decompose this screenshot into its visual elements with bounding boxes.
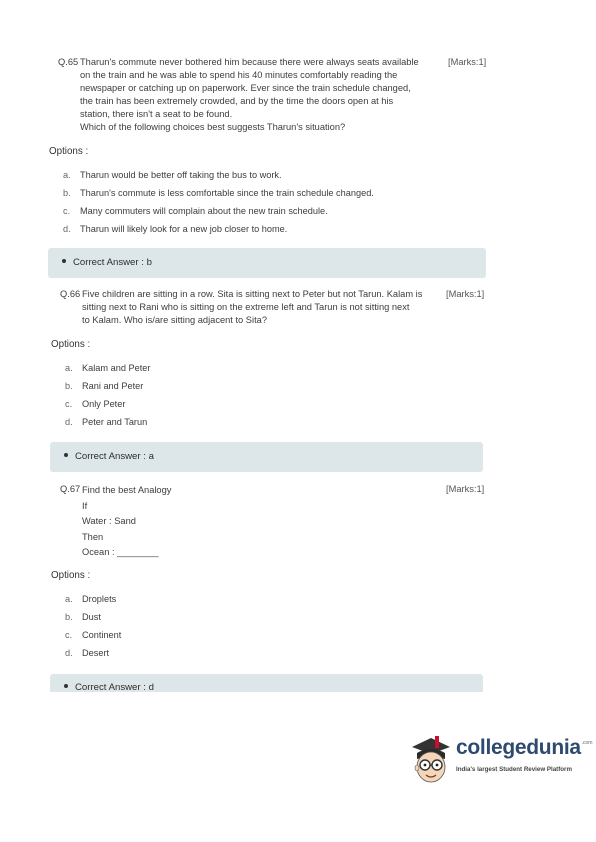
option-b	[65, 612, 101, 622]
option-text: Only Peter	[82, 399, 126, 409]
option-text: Droplets	[82, 594, 117, 604]
option-a	[65, 363, 150, 373]
question-line: Five children are sitting in a row. Sita is sitting next to Peter but not Tarun. Kalam is	[82, 289, 423, 299]
option-text: Rani and Peter	[82, 381, 144, 391]
marks-label: [Marks:1]	[448, 57, 487, 67]
option-text: Continent	[82, 630, 122, 640]
question-number: Q.65	[58, 57, 79, 67]
bullet-icon	[62, 259, 66, 263]
option-d	[63, 224, 287, 234]
option-text: Tharun would be better off taking the bus to work.	[80, 170, 282, 180]
correct-answer-text: Correct Answer : d	[75, 682, 154, 692]
brand-name	[456, 736, 591, 760]
option-text: Peter and Tarun	[82, 417, 148, 427]
option-letter: d.	[65, 417, 73, 427]
question-number: Q.67	[60, 484, 81, 494]
question-line: Tharun's commute never bothered him because there were always seats available	[80, 57, 419, 67]
question-line: to Kalam. Who is/are sitting adjacent to Sita?	[82, 315, 267, 325]
option-a	[65, 594, 116, 604]
option-b	[63, 188, 374, 198]
brand-suffix: .com	[581, 740, 593, 746]
marks-label: [Marks:1]	[446, 484, 485, 494]
correct-answer	[64, 682, 154, 692]
option-letter: a.	[65, 594, 73, 604]
question-line: If	[82, 500, 88, 511]
question-text	[82, 483, 282, 561]
question-67-panel	[44, 476, 496, 692]
option-text: Many commuters will complain about the new train schedule.	[80, 206, 328, 216]
question-line: the train has been extremely crowded, and by the time the doors open at his	[80, 96, 394, 106]
option-c	[63, 206, 328, 216]
option-letter: a.	[63, 170, 71, 180]
brand-text: collegedunia	[456, 736, 581, 759]
bullet-icon	[64, 684, 68, 688]
collegedunia-logo	[408, 733, 593, 791]
options-heading: Options :	[51, 570, 91, 581]
option-letter: c.	[65, 630, 73, 640]
option-b	[65, 381, 143, 391]
question-number: Q.66	[60, 289, 81, 299]
option-letter: b.	[65, 381, 73, 391]
option-letter: b.	[63, 188, 71, 198]
marks-label: [Marks:1]	[446, 289, 485, 299]
option-c	[65, 399, 125, 409]
option-letter: c.	[63, 206, 71, 216]
question-line: sitting next to Rani who is sitting on the extreme left and Tarun is not sitting next	[82, 302, 410, 312]
option-d	[65, 648, 109, 658]
correct-answer	[62, 257, 152, 268]
options-heading: Options :	[49, 146, 89, 157]
correct-answer-text: Correct Answer : a	[75, 451, 154, 462]
correct-answer	[64, 451, 154, 462]
options-heading: Options :	[51, 339, 91, 350]
question-66-panel	[44, 282, 496, 472]
question-line: Which of the following choices best suggests Tharun's situation?	[80, 122, 346, 132]
question-line: Find the best Analogy	[82, 485, 172, 495]
correct-answer-box	[50, 674, 483, 692]
option-letter: c.	[65, 399, 73, 409]
option-text: Tharun will likely look for a new job closer to home.	[80, 224, 288, 234]
question-65-panel	[44, 48, 496, 280]
option-letter: d.	[65, 648, 73, 658]
question-text	[80, 56, 442, 134]
option-c	[65, 630, 121, 640]
bullet-icon	[64, 453, 68, 457]
option-a	[63, 170, 282, 180]
option-letter: a.	[65, 363, 73, 373]
brand-tagline: India's largest Student Review Platform	[456, 766, 572, 773]
question-text	[82, 288, 444, 327]
correct-answer-text: Correct Answer : b	[73, 257, 152, 268]
question-line: Ocean : ________	[82, 547, 159, 557]
correct-answer-box	[50, 442, 483, 472]
question-line: station, there isn't a seat to be found.	[80, 109, 233, 119]
option-d	[65, 417, 147, 427]
option-text: Kalam and Peter	[82, 363, 151, 373]
option-text: Dust	[82, 612, 101, 622]
mascot-icon	[408, 733, 454, 789]
option-text: Desert	[82, 648, 110, 658]
option-letter: b.	[65, 612, 73, 622]
option-text: Tharun's commute is less comfortable since the train schedule changed.	[80, 188, 374, 198]
question-line: on the train and he was able to spend his 40 minutes comfortably reading the	[80, 70, 398, 80]
question-line: newspaper or catching up on paperwork. Ever since the train schedule changed,	[80, 83, 411, 93]
question-line: Then	[82, 531, 104, 542]
option-letter: d.	[63, 224, 71, 234]
question-line: Water : Sand	[82, 516, 136, 526]
correct-answer-box	[48, 248, 486, 278]
